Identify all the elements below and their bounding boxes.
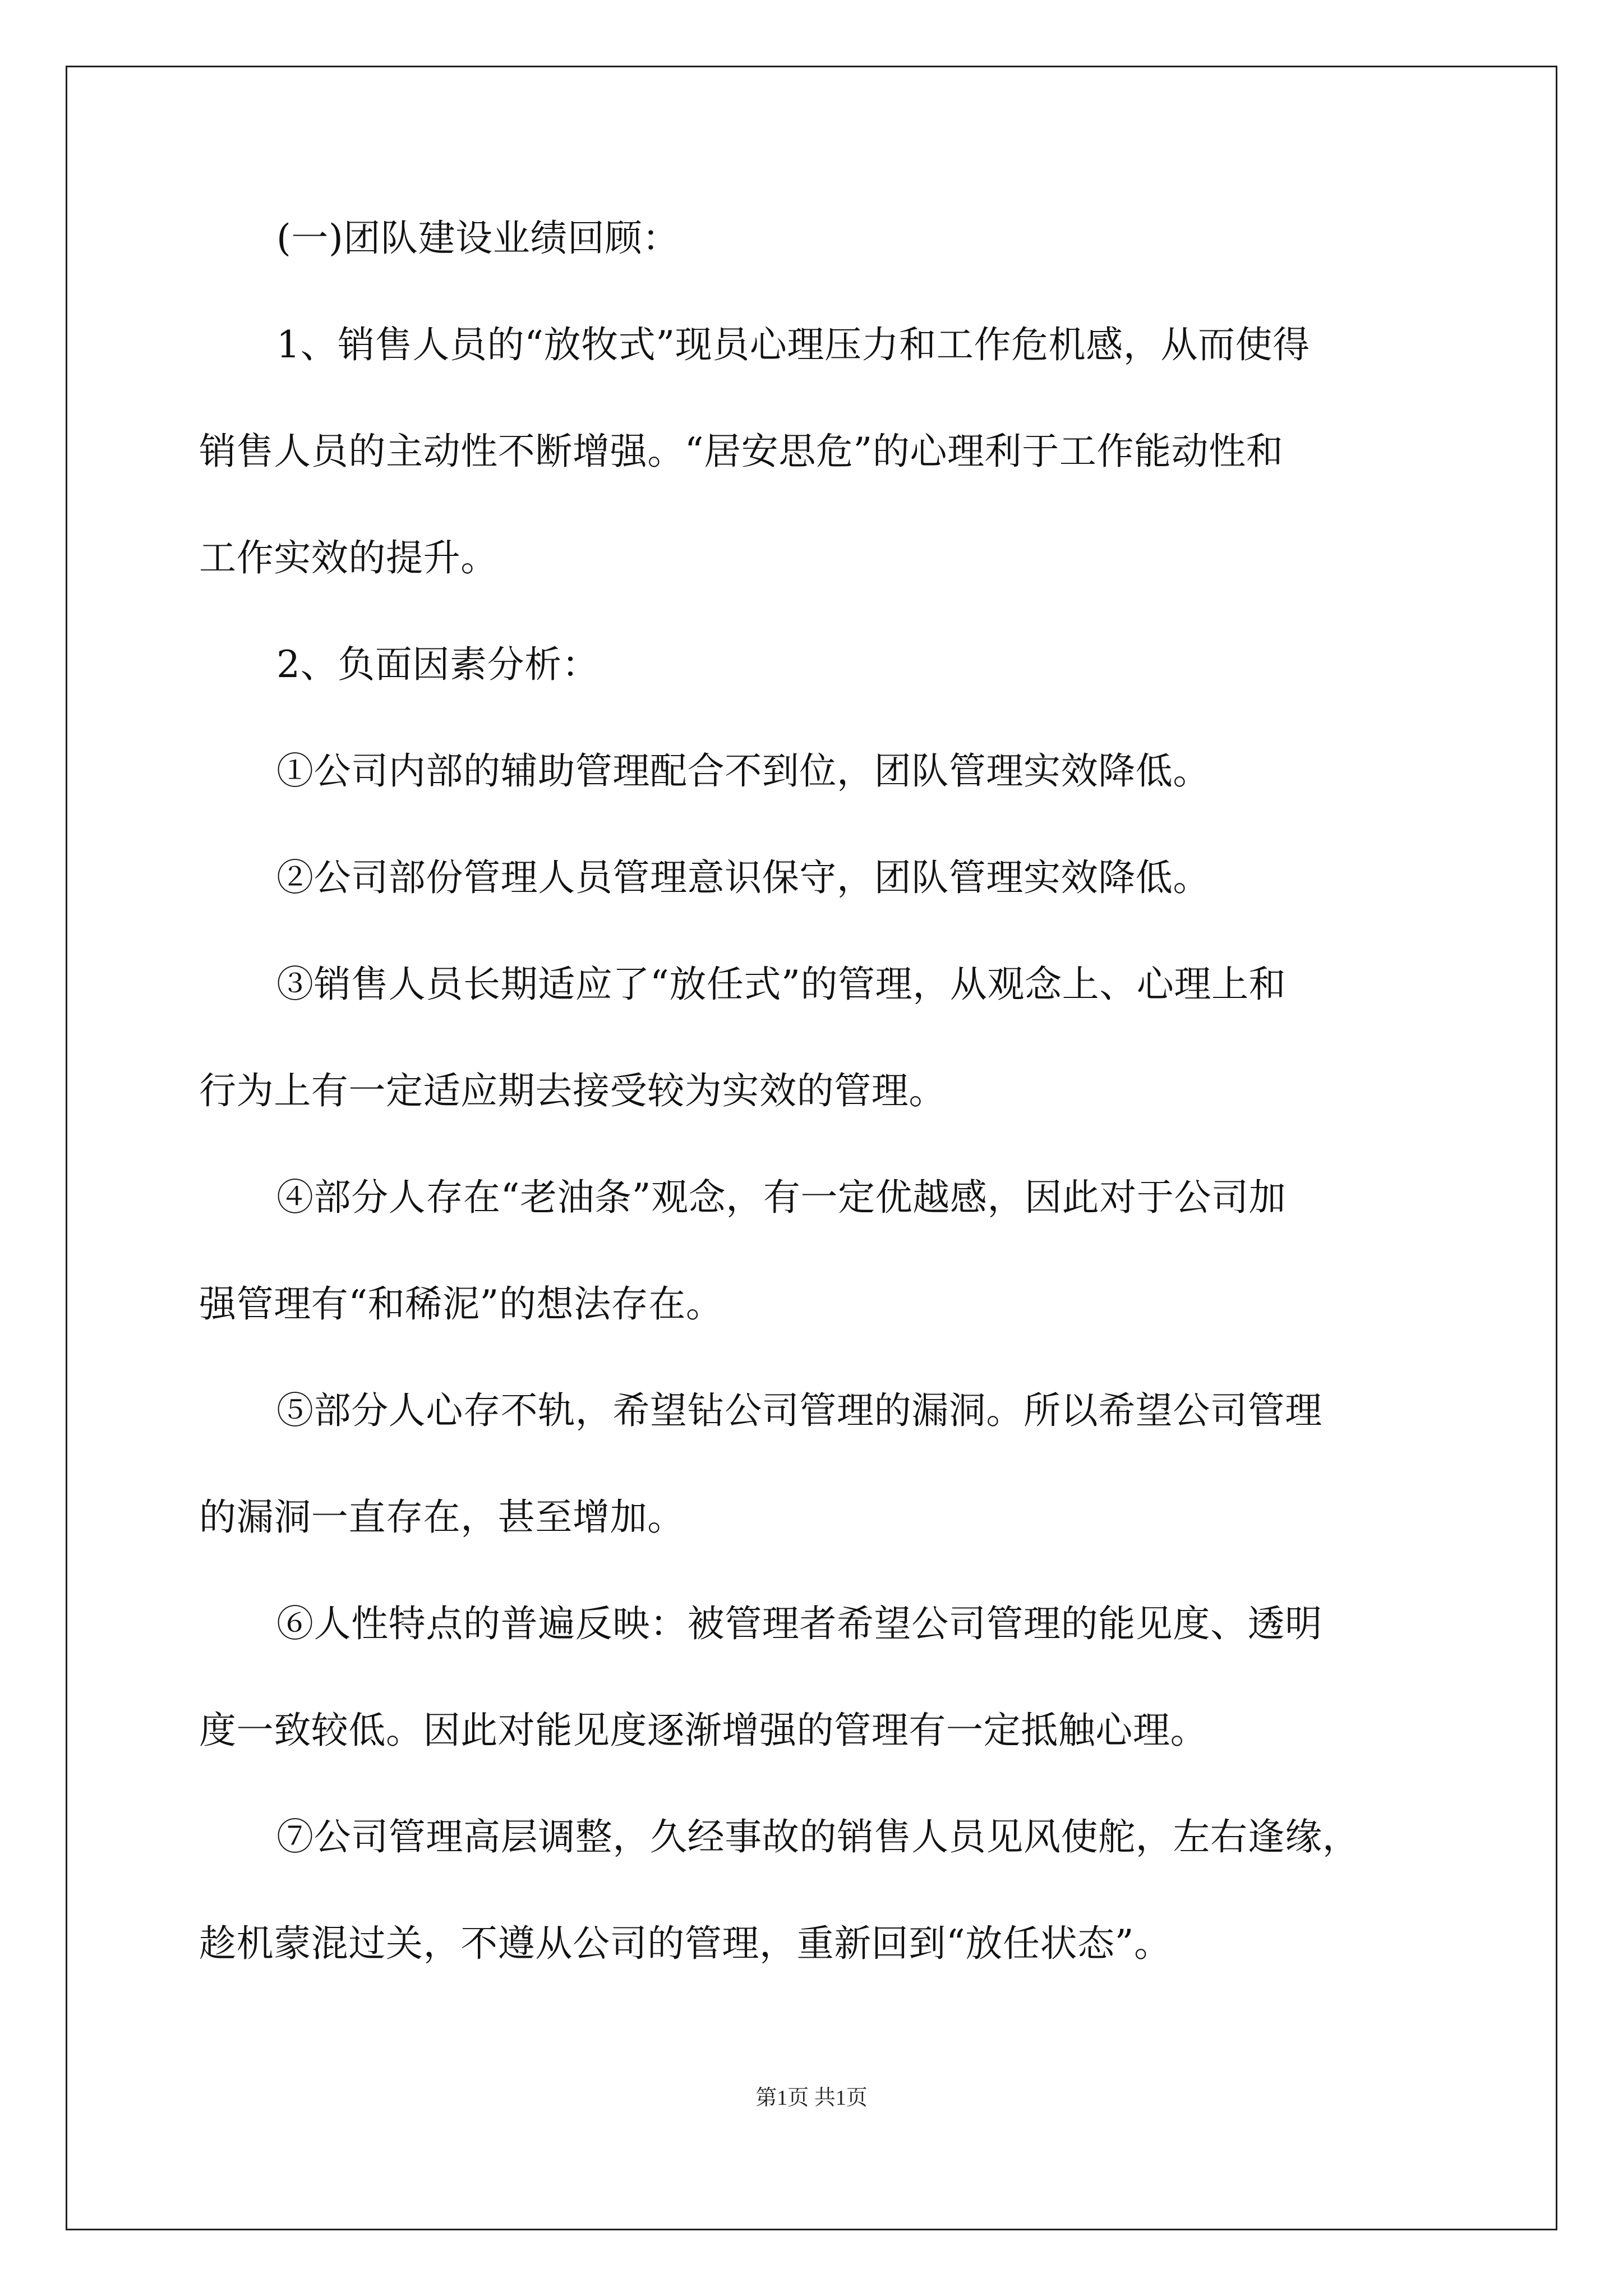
list-item-continuation: 行为上有一定适应期去接受较为实效的管理。 [199,1069,946,1112]
list-item-continuation: 的漏洞一直存在，甚至增加。 [199,1496,685,1539]
page-number-footer: 第1页 共1页 [755,2086,868,2110]
paragraph-line: 1、销售人员的“放牧式”现员心理压力和工作危机感，从而使得 [276,323,1310,366]
list-item-continuation: 强管理有“和稀泥”的想法存在。 [199,1282,723,1326]
section-heading: (一)团队建设业绩回顾： [276,217,680,260]
list-item-continuation: 度一致较低。因此对能见度逐渐增强的管理有一定抵触心理。 [199,1709,1208,1752]
list-item: ⑤部分人心存不轨，希望钻公司管理的漏洞。所以希望公司管理 [276,1389,1322,1432]
list-item: ④部分人存在“老油条”观念，有一定优越感，因此对于公司加 [276,1176,1287,1219]
page-border [66,66,1557,2230]
list-item: ①公司内部的辅助管理配合不到位，团队管理实效降低。 [276,749,1210,793]
subsection-heading: 2、负面因素分析： [276,643,600,686]
paragraph-line: 销售人员的主动性不断增强。“居安思危”的心理利于工作能动性和 [199,430,1284,473]
list-item: ③销售人员长期适应了“放任式”的管理，从观念上、心理上和 [276,963,1287,1006]
list-item: ⑥人性特点的普遍反映：被管理者希望公司管理的能见度、透明 [276,1602,1322,1645]
list-item: ⑦公司管理高层调整，久经事故的销售人员见风使舵，左右逢缘， [276,1815,1360,1858]
list-item-continuation: 趁机蒙混过关，不遵从公司的管理，重新回到“放任状态”。 [199,1922,1172,1965]
paragraph-line: 工作实效的提升。 [199,536,498,579]
list-item: ②公司部份管理人员管理意识保守，团队管理实效降低。 [276,856,1210,899]
